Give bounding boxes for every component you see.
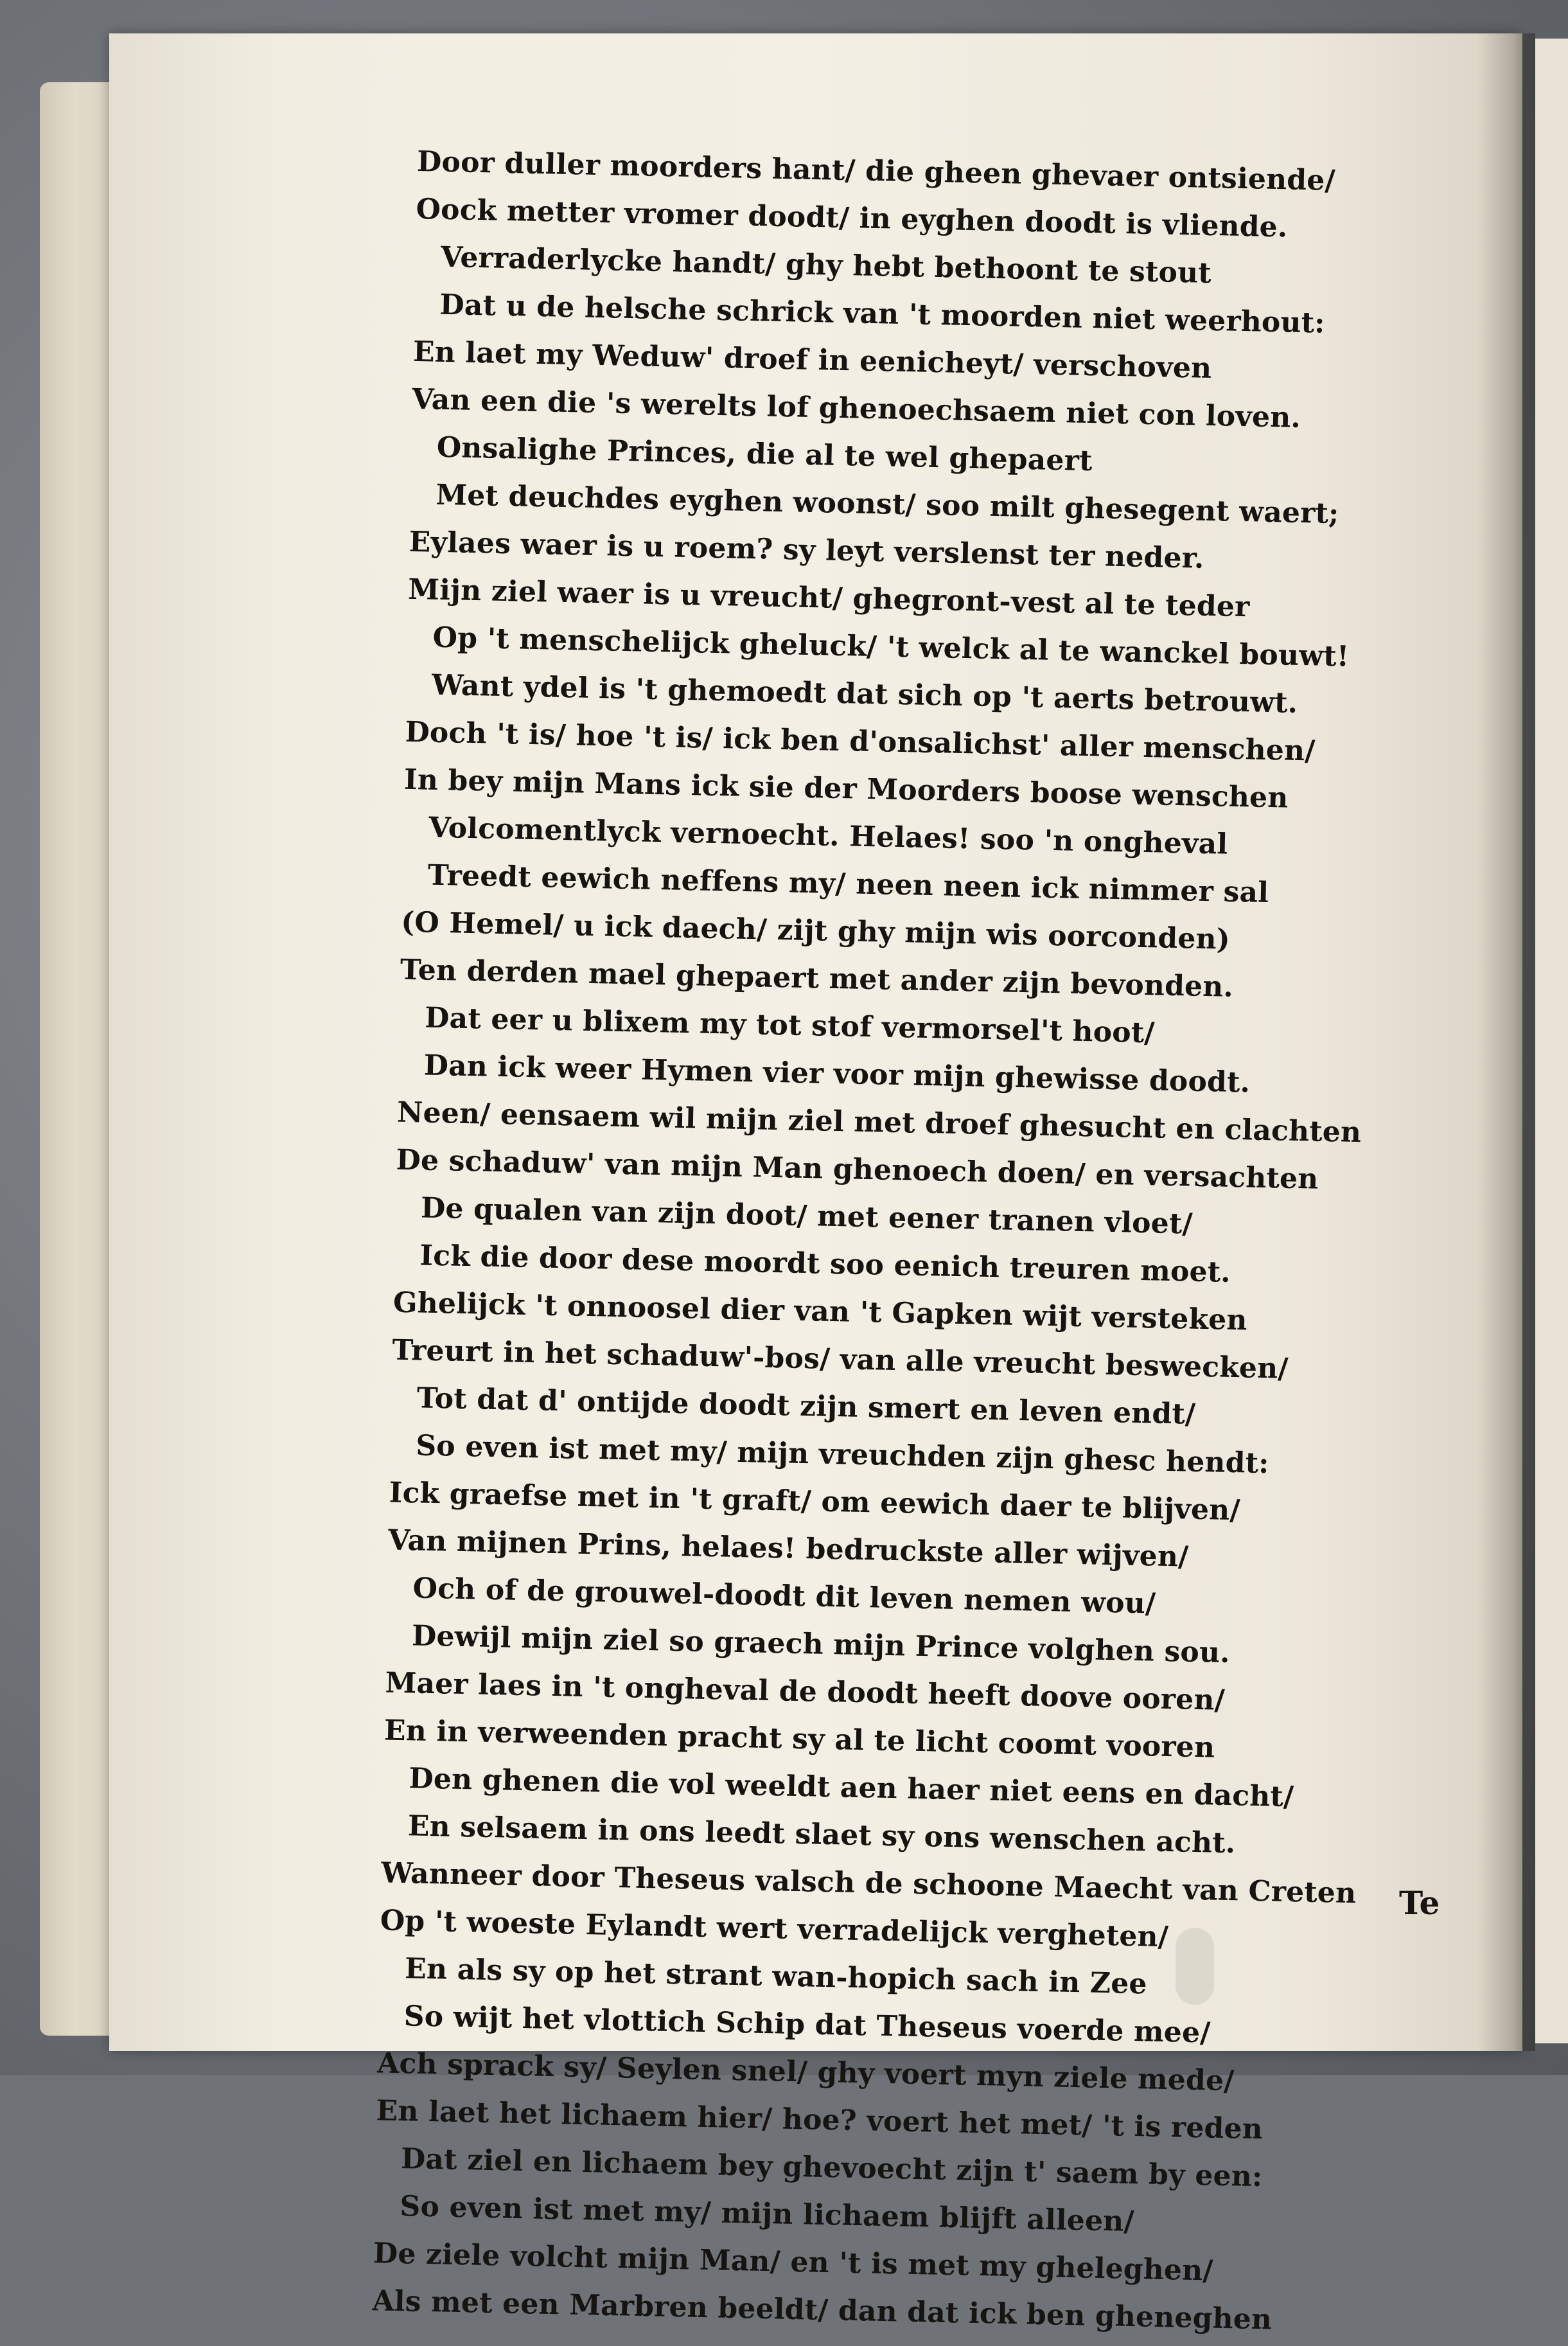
catchword: Te [1399, 1884, 1440, 1922]
verse-line: Dat eer u blixem my tot stof vermorsel't hoot/ [424, 1001, 1156, 1050]
facing-page-edge [1535, 39, 1568, 2043]
verse-line: Door duller moorders hant/ die gheen ghevaer ontsiende/ [416, 145, 1336, 197]
verse-line: Treurt in het schaduw'-bos/ van alle vreucht beswecken/ [391, 1333, 1289, 1385]
verse-line: Verraderlycke handt/ ghy hebt bethoont te stout [440, 240, 1212, 290]
verse-line: So wijt het vlottich Schip dat Theseus voerde mee/ [403, 2000, 1211, 2050]
verse-line: Ghelijck 't onnoosel dier van 't Gapken wijt versteken [392, 1286, 1248, 1337]
verse-line: Op 't woeste Eylandt wert verradelijck vergheten/ [380, 1904, 1169, 1954]
verse-line: Ick die door dese moordt soo eenich treuren moet. [419, 1239, 1231, 1289]
verse-line: Dewijl mijn ziel so graech mijn Prince volghen sou. [411, 1619, 1231, 1669]
verse-line: De schaduw' van mijn Man ghenoech doen/ en versachten [396, 1143, 1319, 1196]
verse-line: Doch 't is/ hoe 't is/ ick ben d'onsalichst' aller menschen/ [405, 715, 1316, 768]
verse-line: En selsaem in ons leedt slaet sy ons wenschen acht. [407, 1809, 1236, 1860]
verse-line: En laet my Weduw' droef in eenicheyt/ verschoven [412, 335, 1212, 385]
verse-line: Mijn ziel waer is u vreucht/ ghegront-vest al te teder [407, 573, 1250, 624]
verse-line: Den ghenen die vol weeldt aen haer niet eens en dacht/ [409, 1762, 1294, 1814]
verse-line: Oock metter vromer doodt/ in eyghen doodt is vliende. [416, 192, 1288, 244]
verse-text [372, 138, 1420, 2346]
book-gutter [1477, 33, 1535, 2051]
verse-line: Onsalighe Princes, die al te wel ghepaert [436, 431, 1093, 478]
verse-line: En als sy op het strant wan-hopich sach in Zee [404, 1952, 1148, 2001]
verse-line: (O Hemel/ u ick daech/ zijt ghy mijn wis oorconden) [400, 905, 1231, 956]
verse-line: Ach sprack sy/ Seylen snel/ ghy voert myn ziele mede/ [376, 2047, 1235, 2098]
verse-line: So even ist met my/ mijn lichaem blijft alleen/ [400, 2190, 1135, 2239]
verse-line: Och of de grouwel-doodt dit leven nemen wou/ [412, 1572, 1156, 1621]
verse-line: Tot dat d' ontijde doodt zijn smert en leven endt/ [416, 1382, 1196, 1431]
verse-line: En in verweenden pracht sy al te licht coomt vooren [383, 1714, 1215, 1764]
verse-line: Want ydel is 't ghemoedt dat sich op 't aerts betrouwt. [431, 668, 1298, 720]
verse-line: In bey mijn Mans ick sie der Moorders boose wenschen [403, 763, 1289, 815]
verse-line: Dat ziel en lichaem bey ghevoecht zijn t' saem by een: [400, 2142, 1263, 2194]
verse-line: Op 't menschelijck gheluck/ 't welck al te wanckel bouwt! [432, 621, 1350, 673]
verse-line: Dat u de helsche schrick van 't moorden niet weerhout: [439, 288, 1326, 340]
verse-line: Met deuchdes eyghen woonst/ soo milt ghesegent waert; [435, 478, 1340, 531]
verse-line: Dan ick weer Hymen vier voor mijn ghewisse doodt. [423, 1049, 1251, 1099]
verse-line: Ick graefse met in 't graft/ om eewich daer te blijven/ [389, 1476, 1241, 1527]
verse-line: Van een die 's werelts lof ghenoechsaem niet con loven. [411, 382, 1301, 434]
verse-line: So even ist met my/ mijn vreuchden zijn ghesc hendt: [415, 1429, 1270, 1480]
verse-line: Volcomentlyck vernoecht. Helaes! soo 'n ongheval [428, 811, 1228, 861]
verse-line: De ziele volcht mijn Man/ en 't is met my gheleghen/ [373, 2237, 1214, 2288]
verse-line: En laet het lichaem hier/ hoe? voert het met/ 't is reden [376, 2094, 1264, 2146]
verse-line: Wanneer door Theseus valsch de schoone Maecht van Creten [380, 1856, 1357, 1910]
verse-line: Van mijnen Prins, helaes! bedruckste aller wijven/ [387, 1524, 1189, 1574]
verse-line: Als met een Marbren beeldt/ dan dat ick ben gheneghen [371, 2284, 1273, 2336]
verse-line: Eylaes waer is u roem? sy leyt verslenst ter neder. [409, 525, 1205, 575]
verse-line: Treedt eewich neffens my/ neen neen ick nimmer sal [427, 858, 1269, 910]
verse-line: De qualen van zijn doot/ met eener tranen vloet/ [420, 1191, 1194, 1241]
verse-line: Ten derden mael ghepaert met ander zijn bevonden. [400, 953, 1234, 1004]
verse-line: Maer laes in 't ongheval de doodt heeft doove ooren/ [385, 1666, 1226, 1717]
verse-line: Neen/ eensaem wil mijn ziel met droef ghesucht en clachten [396, 1096, 1362, 1150]
